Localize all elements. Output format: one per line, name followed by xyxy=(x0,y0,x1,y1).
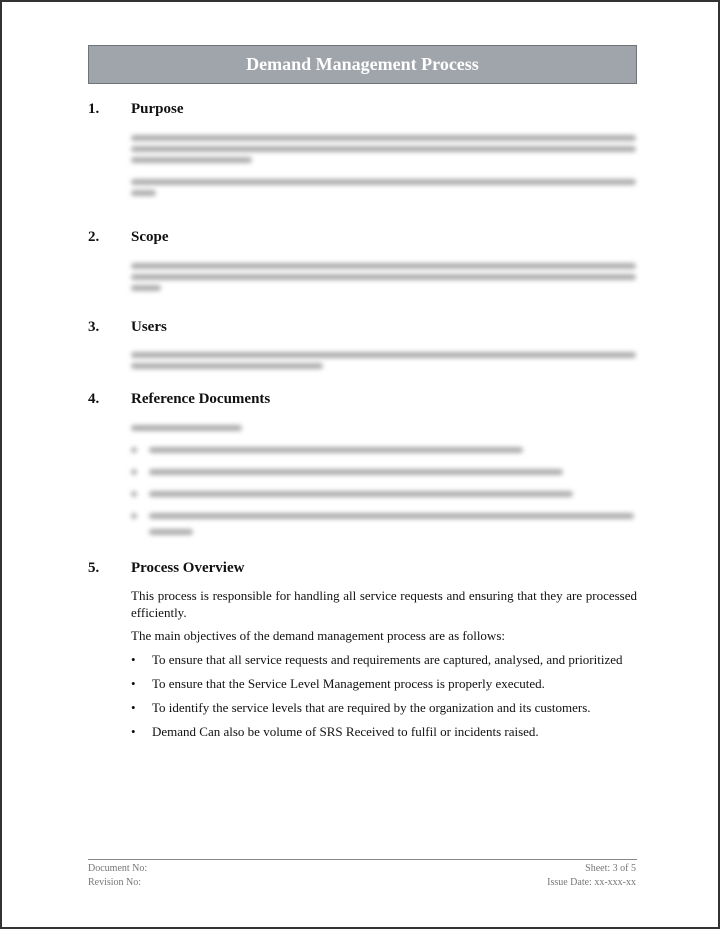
section-heading-scope xyxy=(88,229,169,246)
section-number: 3. xyxy=(88,319,100,335)
bullet-icon: • xyxy=(131,652,136,667)
bullet-icon: • xyxy=(131,700,136,715)
section-heading-process-overview xyxy=(88,560,244,577)
bullet-icon: • xyxy=(131,676,136,691)
section-title: Users xyxy=(131,319,167,335)
users-blurred-text xyxy=(131,347,636,374)
purpose-blurred-text xyxy=(131,130,636,201)
section-number: 5. xyxy=(88,560,100,576)
section-title: Purpose xyxy=(131,101,184,117)
footer-document-no: Document No: xyxy=(88,863,148,874)
section-title: Process Overview xyxy=(131,560,245,576)
list-item-text: To identify the service levels that are required by the organization and its customers. xyxy=(152,700,591,715)
list-item xyxy=(131,651,637,668)
reference-documents-blurred-list xyxy=(131,420,636,540)
list-item-text: To ensure that all service requests and requirements are captured, analysed, and prioritized xyxy=(152,652,623,667)
section-heading-purpose xyxy=(88,101,184,118)
section-title: Reference Documents xyxy=(131,391,271,407)
overview-paragraph-2: The main objectives of the demand management process are as follows: xyxy=(131,628,505,643)
document-title: Demand Management Process xyxy=(88,45,637,84)
footer-revision-no: Revision No: xyxy=(88,877,142,888)
list-item xyxy=(131,675,637,692)
section-number: 4. xyxy=(88,391,100,407)
section-number: 2. xyxy=(88,229,100,245)
footer-sheet: Sheet: 3 of 5 xyxy=(585,863,636,874)
section-number: 1. xyxy=(88,101,100,117)
list-item-text: Demand Can also be volume of SRS Received to fulfil or incidents raised. xyxy=(152,724,539,739)
list-item-text: To ensure that the Service Level Management process is properly executed. xyxy=(152,676,545,691)
overview-paragraph-1: This process is responsible for handling all service requests and ensuring that they are processed efficiently. xyxy=(131,588,637,620)
scope-blurred-text xyxy=(131,258,636,296)
bullet-icon: • xyxy=(131,724,136,739)
section-title: Scope xyxy=(131,229,169,245)
section-heading-reference-documents xyxy=(88,391,270,408)
list-item xyxy=(131,723,637,740)
list-item xyxy=(131,699,637,716)
footer-issue-date: Issue Date: xx-xxx-xx xyxy=(547,877,636,888)
objectives-list xyxy=(131,651,637,747)
section-heading-users xyxy=(88,319,167,336)
footer-divider xyxy=(88,859,637,860)
